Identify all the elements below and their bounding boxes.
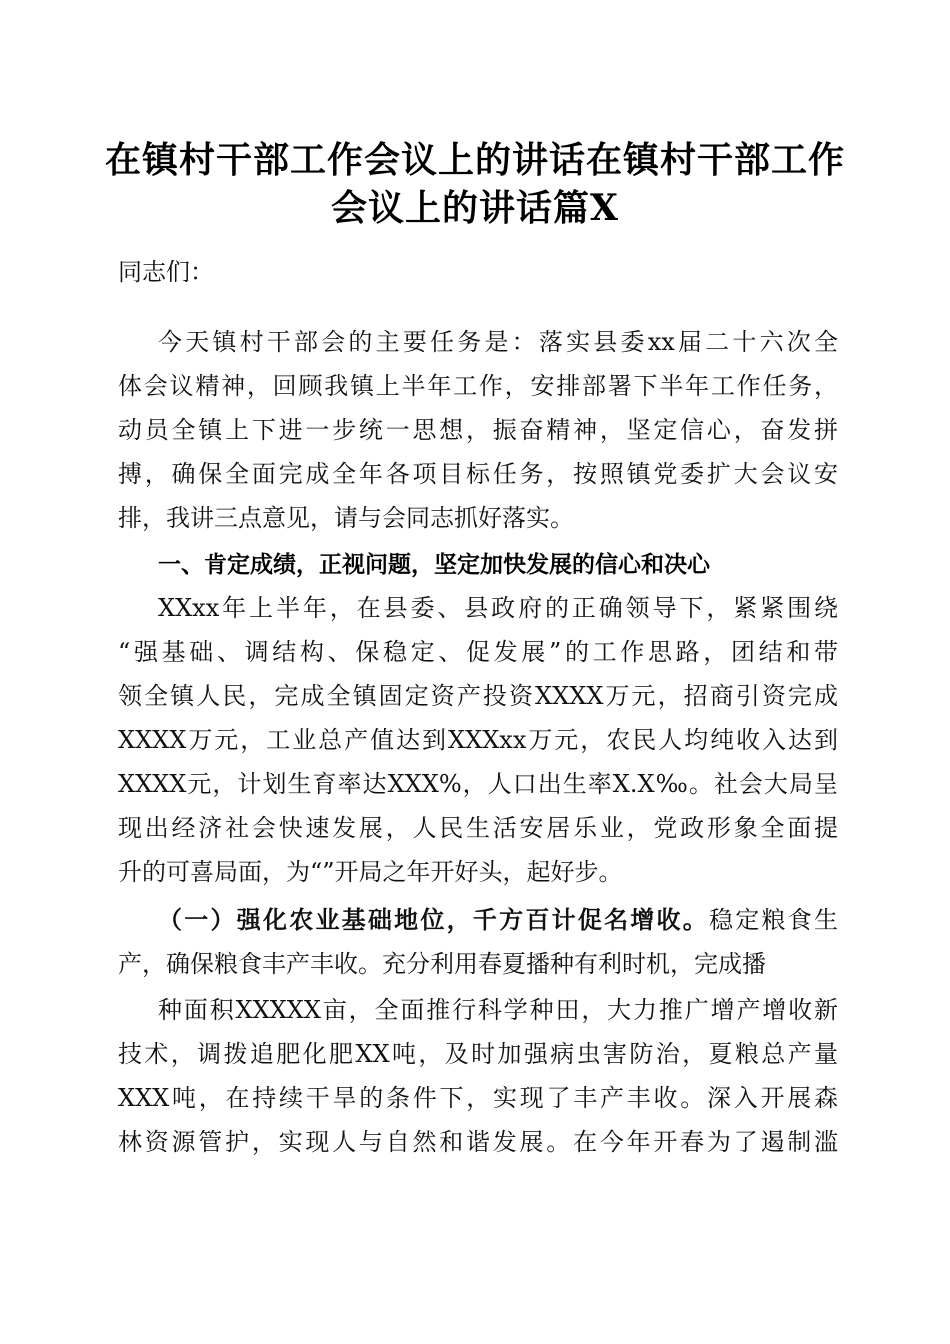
section-1-paragraph: [118, 586, 838, 894]
section-1-line-7: 升的可喜局面，为“”开局之年开好头，起好步。: [118, 858, 623, 886]
section-1-line-5: XXXX元，计划生育率达XXX%，人口出生率X.X‰。社会大局呈: [118, 770, 838, 798]
continuation-line-4: 林资源管护，实现人与自然和谐发展。在今年开春为了遏制滥: [118, 1128, 838, 1156]
salutation: 同志们：: [118, 258, 214, 286]
intro-paragraph: [118, 320, 838, 540]
section-1-line-4: XXXX万元，工业总产值达到XXXxx万元，农民人均纯收入达到: [118, 726, 838, 754]
section-1-heading: 一、肯定成绩，正视问题，坚定加快发展的信心和决心: [158, 552, 710, 578]
document-title: [100, 136, 850, 232]
subsection-1-heading: （一）强化农业基础地位，千方百计促名增收。: [158, 905, 710, 934]
intro-line-1: 今天镇村干部会的主要任务是：落实县委xx届二十六次全: [158, 328, 838, 356]
title-line-2: 会议上的讲话篇X: [331, 187, 619, 229]
intro-line-4: 搏，确保全面完成全年各项目标任务，按照镇党委扩大会议安: [118, 460, 838, 488]
intro-line-5: 排，我讲三点意见，请与会同志抓好落实。: [118, 504, 574, 532]
section-1-line-3: 领全镇人民，完成全镇固定资产投资XXXX万元，招商引资完成: [118, 682, 838, 710]
intro-line-2: 体会议精神，回顾我镇上半年工作，安排部署下半年工作任务，: [118, 372, 838, 400]
continuation-line-2: 技术，调拨追肥化肥XX吨，及时加强病虫害防治，夏粮总产量: [118, 1040, 838, 1068]
continuation-paragraph: [118, 988, 838, 1164]
section-1-line-2: “强基础、调结构、保稳定、促发展”的工作思路，团结和带: [118, 638, 838, 666]
subsection-1-paragraph: [118, 898, 838, 986]
section-1-line-1: XXxx年上半年，在县委、县政府的正确领导下，紧紧围绕: [158, 594, 838, 622]
subsection-1-line-1-text: 稳定粮食生: [709, 906, 839, 934]
continuation-line-1: 种面积XXXXX亩，全面推行科学种田，大力推广增产增收新: [158, 996, 838, 1024]
continuation-line-3: XXX吨，在持续干旱的条件下，实现了丰产丰收。深入开展森: [118, 1084, 838, 1112]
subsection-1-line-1: [118, 898, 838, 942]
subsection-1-line-2: 产，确保粮食丰产丰收。充分利用春夏播种有利时机，完成播: [118, 950, 766, 978]
intro-line-3: 动员全镇上下进一步统一思想，振奋精神，坚定信心，奋发拼: [118, 416, 838, 444]
section-1-line-6: 现出经济社会快速发展，人民生活安居乐业，党政形象全面提: [118, 814, 838, 842]
title-line-1: 在镇村干部工作会议上的讲话在镇村干部工作: [104, 139, 845, 181]
